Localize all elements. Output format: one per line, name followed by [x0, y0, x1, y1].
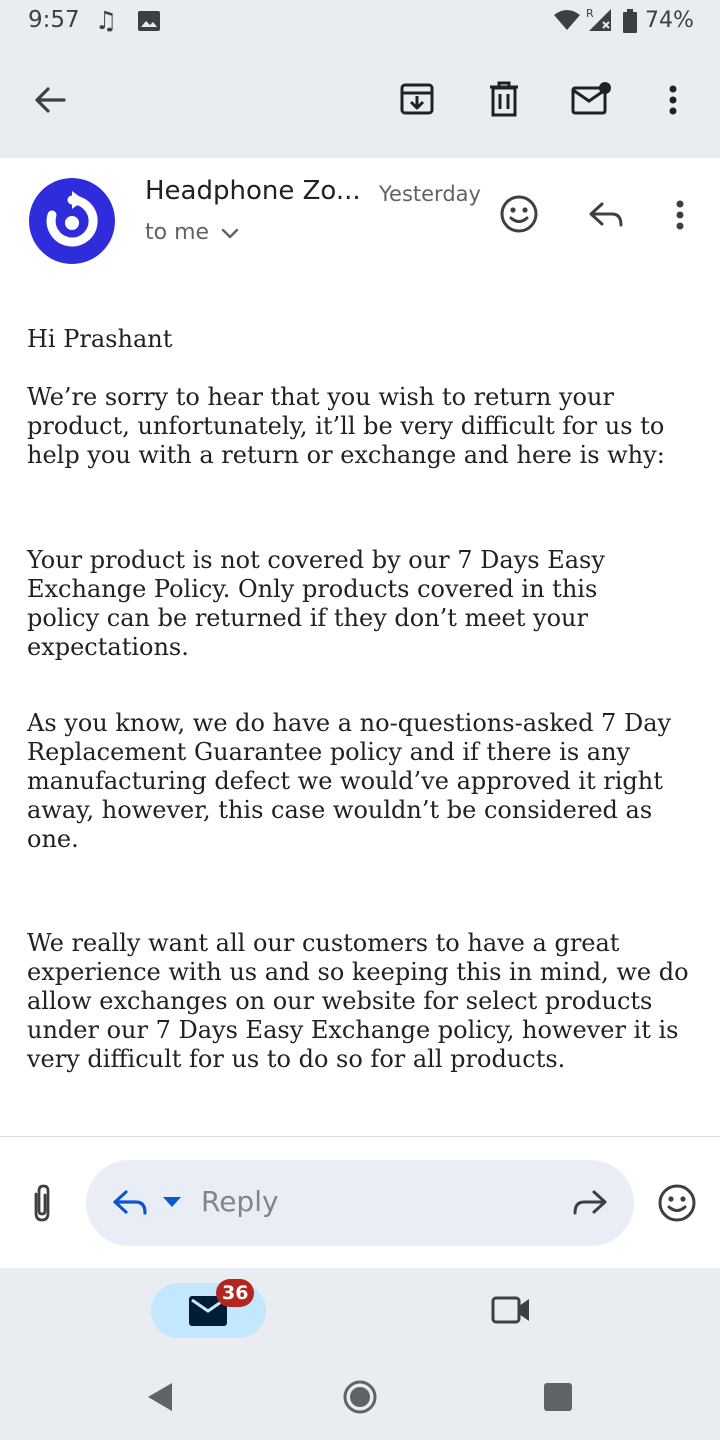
email-paragraph: We really want all our customers to have a great experience with us and so keeping this in mind, we do allow exchanges on our website for select products under our 7 Days Easy Exchange policy, however it is very difficult for us to do so for all products.: [27, 929, 689, 1073]
email-paragraph: Your product is not covered by our 7 Days Easy Exchange Policy. Only products covered in this policy can be returned if they don’t meet your expectations.: [27, 546, 605, 661]
reply-placeholder[interactable]: Reply: [201, 1185, 279, 1218]
divider: [0, 1136, 720, 1137]
forward-icon: [572, 1189, 608, 1217]
status-bar: [0, 0, 720, 44]
archive-icon: [400, 82, 434, 116]
more-vert-icon: [669, 85, 677, 115]
wifi-icon: [553, 8, 581, 32]
svg-text:R: R: [586, 7, 594, 20]
email-paragraph: We’re sorry to hear that you wish to return your product, unfortunately, it’ll be very difficult for us to help you with a return or exchange and here is why:: [27, 383, 665, 469]
unread-count-badge: 36: [216, 1279, 254, 1307]
recipient-label[interactable]: to me: [145, 220, 210, 245]
reply-mode-button[interactable]: [110, 1186, 150, 1220]
more-options-button[interactable]: [658, 78, 688, 122]
add-reaction-button[interactable]: [497, 192, 541, 236]
more-vert-icon: [676, 200, 684, 230]
emoji-icon: [499, 194, 539, 234]
email-paragraph: Hi Prashant: [27, 325, 173, 353]
back-button[interactable]: [28, 78, 72, 122]
image-icon: [138, 11, 160, 31]
paperclip-icon: [29, 1182, 55, 1224]
mail-unread-icon: [571, 82, 611, 116]
email-paragraph: As you know, we do have a no-questions-asked 7 Day Replacement Guarantee policy and if there is any manufacturing defect we would’ve approved it right away, however, this case wouldn’t be considered as one.: [27, 709, 672, 853]
signal-roaming-icon: [585, 6, 615, 32]
reply-button[interactable]: [585, 196, 627, 234]
caret-down-icon[interactable]: [162, 1196, 182, 1208]
sender-avatar[interactable]: [29, 178, 115, 264]
archive-button[interactable]: [396, 78, 438, 120]
app-bar: [0, 44, 720, 158]
mark-unread-button[interactable]: [568, 78, 614, 120]
message-more-button[interactable]: [666, 193, 694, 237]
music-note-icon: ♫: [95, 6, 118, 35]
system-recents-icon[interactable]: [544, 1383, 572, 1411]
reply-icon: [588, 201, 624, 229]
forward-button[interactable]: [570, 1186, 610, 1220]
reply-icon: [112, 1189, 148, 1217]
trash-icon: [489, 81, 519, 117]
system-home-icon[interactable]: [342, 1379, 378, 1415]
delete-button[interactable]: [483, 78, 525, 120]
battery-icon: [623, 9, 637, 33]
headphone-zone-logo-icon: [29, 178, 115, 264]
nav-meet-tab[interactable]: [488, 1290, 534, 1330]
emoji-icon: [657, 1183, 697, 1223]
email-timestamp: Yesterday: [379, 182, 481, 206]
chevron-down-icon[interactable]: [220, 226, 240, 242]
compose-emoji-button[interactable]: [655, 1181, 699, 1225]
battery-percent: 74%: [645, 8, 694, 33]
status-time: 9:57: [28, 7, 80, 33]
arrow-back-icon: [34, 86, 66, 114]
video-camera-icon: [491, 1295, 531, 1325]
system-back-icon[interactable]: [146, 1382, 174, 1412]
sender-name[interactable]: Headphone Zo...: [145, 176, 361, 206]
attach-button[interactable]: [24, 1180, 60, 1226]
